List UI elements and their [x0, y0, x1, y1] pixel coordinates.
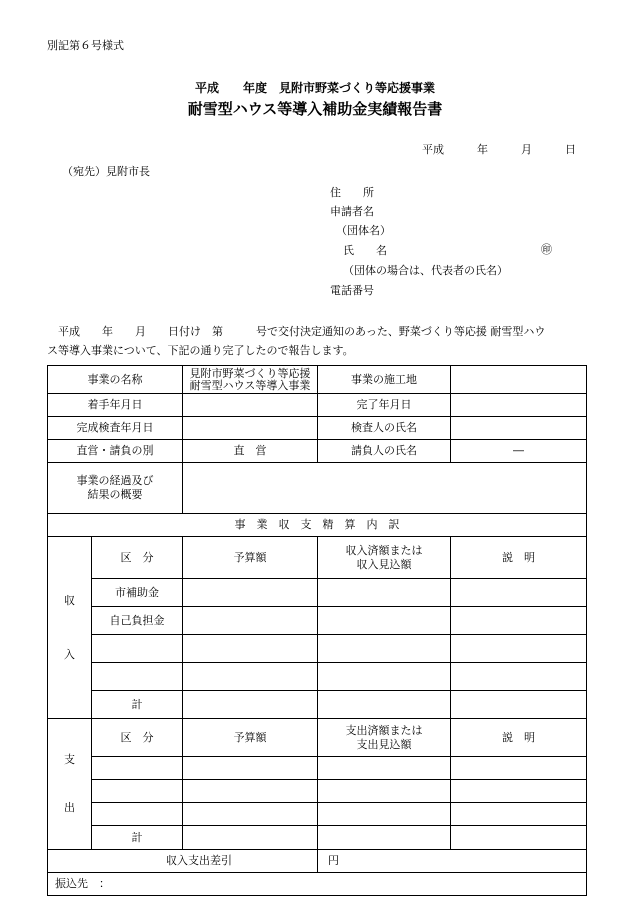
income-self-pay-amount[interactable]: [318, 607, 451, 635]
title-line-1: 平成 年度 見附市野菜づくり等応援事業: [194, 81, 435, 95]
expense-description-1[interactable]: [451, 757, 587, 780]
type-label: 直営・請負の別: [48, 440, 183, 463]
project-name-value-line-2: 耐雪型ハウス等導入事業: [189, 378, 311, 392]
expense-col-amount: [318, 719, 451, 757]
site-label: 事業の施工地: [318, 366, 451, 394]
expense-total-budget[interactable]: [183, 826, 318, 850]
income-blank-category-1[interactable]: [92, 635, 183, 663]
expense-category-3[interactable]: [92, 803, 183, 826]
applicant-label: 申請者名: [330, 205, 374, 218]
expense-amount-3[interactable]: [318, 803, 451, 826]
expense-total-description[interactable]: [451, 826, 587, 850]
expense-side-char-2: 出: [64, 801, 75, 814]
transfer-destination[interactable]: 振込先 ：: [48, 873, 587, 896]
expense-side-label: [48, 719, 92, 850]
body-text-line-1: 平成 年 月 日付け 第 号で交付決定通知のあった、野菜づくり等応援 耐雪型ハウ: [58, 325, 546, 338]
income-subsidy-amount[interactable]: [318, 579, 451, 607]
income-subsidy-description[interactable]: [451, 579, 587, 607]
expense-amount-1[interactable]: [318, 757, 451, 780]
income-blank-description-2[interactable]: [451, 663, 587, 691]
type-value: 直 営: [183, 440, 318, 463]
income-col-budget: 予算額: [183, 537, 318, 579]
summary-label: [48, 463, 183, 514]
income-col-amount: [318, 537, 451, 579]
expense-description-2[interactable]: [451, 780, 587, 803]
expense-budget-3[interactable]: [183, 803, 318, 826]
expense-col-amount-line-2: 支出見込額: [356, 737, 412, 751]
balance-label: 収入支出差引: [48, 850, 318, 873]
budget-header: 事 業 収 支 精 算 内 訳: [48, 514, 587, 537]
body-text-line-2: ス等導入事業について、下記の通り完了したので報告します。: [47, 344, 354, 357]
income-self-pay-budget[interactable]: [183, 607, 318, 635]
expense-side-char-1: 支: [64, 753, 75, 766]
income-blank-budget-2[interactable]: [183, 663, 318, 691]
expense-total-label: 計: [92, 826, 183, 850]
income-subsidy-budget[interactable]: [183, 579, 318, 607]
expense-budget-1[interactable]: [183, 757, 318, 780]
expense-total-amount[interactable]: [318, 826, 451, 850]
expense-col-category: 区 分: [92, 719, 183, 757]
expense-description-3[interactable]: [451, 803, 587, 826]
address-label: 住 所: [330, 186, 374, 199]
income-blank-description-1[interactable]: [451, 635, 587, 663]
inspector-value[interactable]: [451, 417, 587, 440]
inspector-label: 検査人の氏名: [318, 417, 451, 440]
income-blank-budget-1[interactable]: [183, 635, 318, 663]
summary-value[interactable]: [183, 463, 587, 514]
expense-col-budget: 予算額: [183, 719, 318, 757]
income-item-subsidy: 市補助金: [92, 579, 183, 607]
expense-category-1[interactable]: [92, 757, 183, 780]
name-label: 氏 名: [343, 244, 387, 257]
expense-col-description: 説 明: [451, 719, 587, 757]
income-total-label: 計: [92, 691, 183, 719]
summary-label-line-1: 事業の経過及び: [76, 474, 154, 487]
project-name-value-line-1: 見附市野菜づくり等応援: [189, 366, 311, 380]
balance-unit: 円: [318, 850, 587, 873]
report-date: 平成 年 月 日: [422, 143, 576, 156]
group-label: （団体名）: [336, 224, 391, 237]
name-note: （団体の場合は、代表者の氏名）: [343, 264, 508, 277]
phone-label: 電話番号: [330, 284, 374, 297]
income-col-amount-line-1: 収入済額または: [345, 543, 423, 557]
start-date-value[interactable]: [183, 394, 318, 417]
end-date-value[interactable]: [451, 394, 587, 417]
contractor-value: ―: [451, 440, 587, 463]
summary-label-line-2: 結果の概要: [87, 488, 143, 501]
addressee: （宛先）見附市長: [62, 165, 150, 178]
income-total-budget[interactable]: [183, 691, 318, 719]
expense-col-amount-line-1: 支出済額または: [345, 723, 423, 737]
end-date-label: 完了年月日: [318, 394, 451, 417]
form-number: 別記第６号様式: [47, 39, 124, 52]
income-col-amount-line-2: 収入見込額: [356, 557, 412, 571]
income-side-label: [48, 537, 92, 719]
income-total-description[interactable]: [451, 691, 587, 719]
project-name-label: 事業の名称: [48, 366, 183, 394]
site-value[interactable]: [451, 366, 587, 394]
income-self-pay-description[interactable]: [451, 607, 587, 635]
inspection-date-label: 完成検査年月日: [48, 417, 183, 440]
start-date-label: 着手年月日: [48, 394, 183, 417]
contractor-label: 請負人の氏名: [318, 440, 451, 463]
income-blank-category-2[interactable]: [92, 663, 183, 691]
income-total-amount[interactable]: [318, 691, 451, 719]
income-col-description: 説 明: [451, 537, 587, 579]
inspection-date-value[interactable]: [183, 417, 318, 440]
project-name-value: [183, 366, 318, 394]
expense-amount-2[interactable]: [318, 780, 451, 803]
title-line-2: 耐雪型ハウス等導入補助金実績報告書: [187, 100, 443, 118]
income-blank-amount-2[interactable]: [318, 663, 451, 691]
expense-budget-2[interactable]: [183, 780, 318, 803]
income-col-category: 区 分: [92, 537, 183, 579]
income-side-char-1: 収: [64, 593, 75, 607]
income-blank-amount-1[interactable]: [318, 635, 451, 663]
income-side-char-2: 入: [64, 647, 75, 661]
income-item-self-pay: 自己負担金: [92, 607, 183, 635]
seal-mark: ㊞: [541, 243, 552, 256]
expense-category-2[interactable]: [92, 780, 183, 803]
report-table: [47, 365, 587, 896]
